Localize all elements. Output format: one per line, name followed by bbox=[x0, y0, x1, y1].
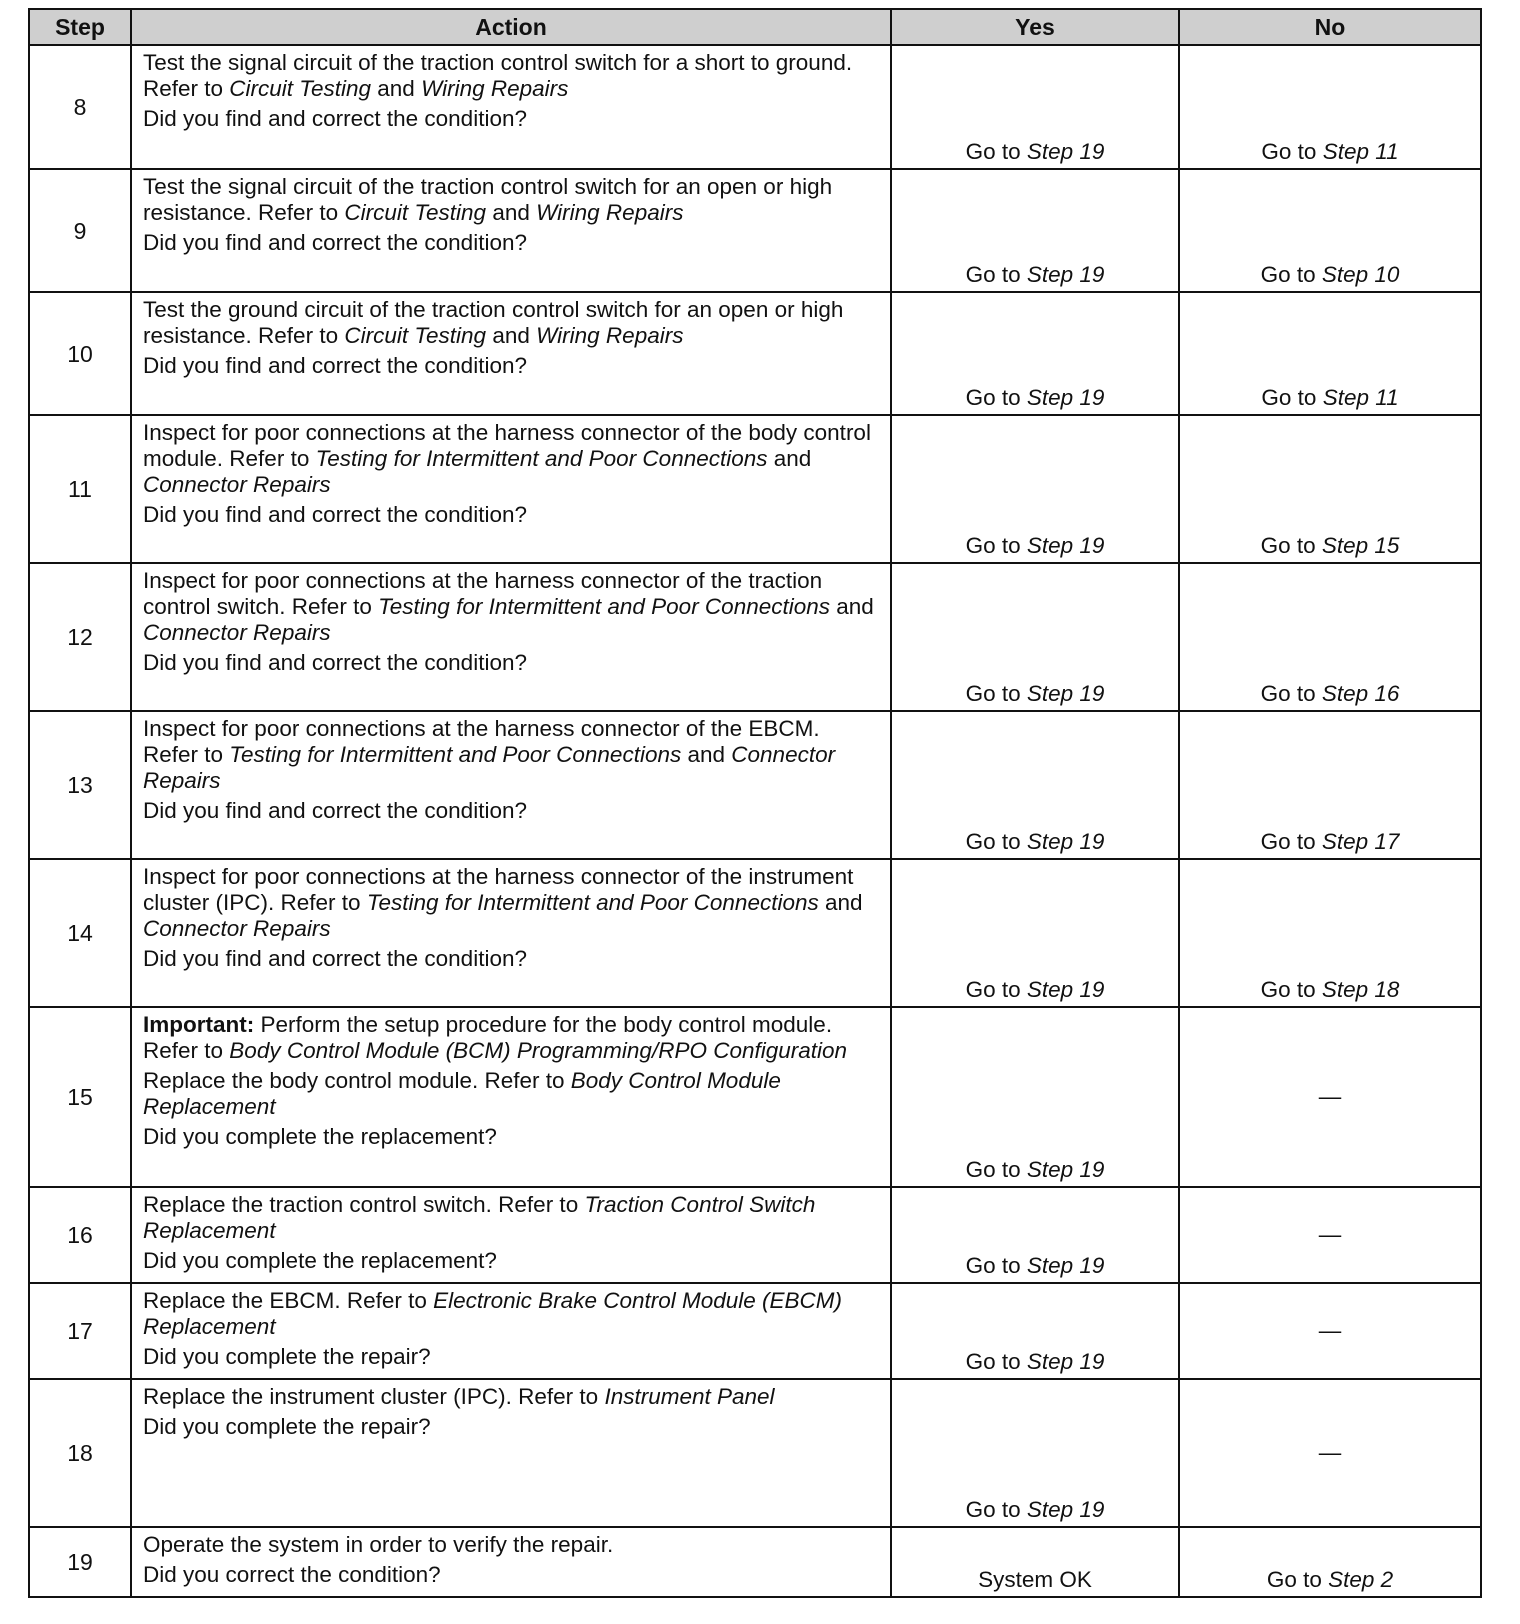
action-text: Operate the system in order to verify the repair. bbox=[143, 1532, 614, 1557]
action-cell bbox=[131, 859, 891, 1007]
action-text: Inspect for poor connections at the harness connector of the body control module. Refer to Testing for Intermittent and Poor Connections and Connector Repairs bbox=[143, 420, 871, 497]
yes-cell: Go to Step 19 bbox=[891, 711, 1179, 859]
action-text: Test the ground circuit of the traction control switch for an open or high resistance. Refer to Circuit Testing and Wiring Repairs bbox=[143, 297, 844, 348]
action-question: Did you find and correct the condition? bbox=[143, 230, 527, 255]
action-text: Replace the EBCM. Refer to Electronic Brake Control Module (EBCM) Replacement bbox=[143, 1288, 843, 1339]
action-cell bbox=[131, 1379, 891, 1527]
no-cell: Go to Step 15 bbox=[1179, 415, 1481, 563]
action-question: Did you complete the repair? bbox=[143, 1414, 431, 1439]
step-number: 9 bbox=[29, 169, 131, 292]
table-row bbox=[29, 711, 1481, 859]
step-number: 13 bbox=[29, 711, 131, 859]
yes-cell: Go to Step 19 bbox=[891, 563, 1179, 711]
step-number: 8 bbox=[29, 45, 131, 169]
table-row bbox=[29, 1187, 1481, 1283]
table-row bbox=[29, 563, 1481, 711]
no-cell: Go to Step 11 bbox=[1179, 292, 1481, 415]
action-question: Did you complete the replacement? bbox=[143, 1248, 497, 1273]
action-question: Did you correct the condition? bbox=[143, 1562, 441, 1587]
no-cell: Go to Step 11 bbox=[1179, 45, 1481, 169]
header-no: No bbox=[1179, 9, 1481, 45]
action-text: Inspect for poor connections at the harness connector of the traction control switch. Refer to Testing for Intermittent and Poor Connections and Connector Repairs bbox=[143, 568, 874, 645]
table-row bbox=[29, 1379, 1481, 1527]
step-number: 11 bbox=[29, 415, 131, 563]
action-question: Did you find and correct the condition? bbox=[143, 946, 527, 971]
yes-cell: Go to Step 19 bbox=[891, 415, 1179, 563]
table-row bbox=[29, 859, 1481, 1007]
step-number: 16 bbox=[29, 1187, 131, 1283]
yes-cell: System OK bbox=[891, 1527, 1179, 1597]
action-cell bbox=[131, 292, 891, 415]
action-cell bbox=[131, 1187, 891, 1283]
action-text: Test the signal circuit of the traction control switch for an open or high resistance. Refer to Circuit Testing and Wiring Repairs bbox=[143, 174, 833, 225]
table-row bbox=[29, 292, 1481, 415]
yes-cell: Go to Step 19 bbox=[891, 859, 1179, 1007]
action-cell bbox=[131, 169, 891, 292]
step-number: 14 bbox=[29, 859, 131, 1007]
action-text: Replace the instrument cluster (IPC). Refer to Instrument Panel bbox=[143, 1384, 775, 1409]
step-number: 15 bbox=[29, 1007, 131, 1187]
header-action: Action bbox=[131, 9, 891, 45]
important-note: Important: Perform the setup procedure for the body control module. Refer to Body Control Module (BCM) Programming/RPO Configuration bbox=[143, 1012, 848, 1063]
no-cell: — bbox=[1179, 1007, 1481, 1187]
yes-cell: Go to Step 19 bbox=[891, 1187, 1179, 1283]
action-question: Did you find and correct the condition? bbox=[143, 650, 527, 675]
yes-cell: Go to Step 19 bbox=[891, 1007, 1179, 1187]
table-row bbox=[29, 169, 1481, 292]
action-question: Did you find and correct the condition? bbox=[143, 502, 527, 527]
no-cell: Go to Step 2 bbox=[1179, 1527, 1481, 1597]
action-cell bbox=[131, 1527, 891, 1597]
header-step: Step bbox=[29, 9, 131, 45]
step-number: 17 bbox=[29, 1283, 131, 1379]
action-text: Inspect for poor connections at the harness connector of the EBCM. Refer to Testing for Intermittent and Poor Connections and Connector Repairs bbox=[143, 716, 836, 793]
diagnostic-table-sheet bbox=[28, 8, 1480, 1598]
table-header-row bbox=[29, 9, 1481, 45]
table-row bbox=[29, 1007, 1481, 1187]
step-number: 12 bbox=[29, 563, 131, 711]
yes-cell: Go to Step 19 bbox=[891, 45, 1179, 169]
header-yes: Yes bbox=[891, 9, 1179, 45]
action-text: Test the signal circuit of the traction control switch for a short to ground. Refer to Circuit Testing and Wiring Repairs bbox=[143, 50, 853, 101]
action-cell bbox=[131, 563, 891, 711]
action-text: Inspect for poor connections at the harness connector of the instrument cluster (IPC). Refer to Testing for Intermittent and Poor Connections and Connector Repairs bbox=[143, 864, 863, 941]
no-cell: — bbox=[1179, 1379, 1481, 1527]
action-question: Did you find and correct the condition? bbox=[143, 353, 527, 378]
no-cell: — bbox=[1179, 1283, 1481, 1379]
step-number: 10 bbox=[29, 292, 131, 415]
action-cell bbox=[131, 1283, 891, 1379]
step-number: 18 bbox=[29, 1379, 131, 1527]
no-cell: Go to Step 16 bbox=[1179, 563, 1481, 711]
action-question: Did you find and correct the condition? bbox=[143, 106, 527, 131]
no-cell: Go to Step 18 bbox=[1179, 859, 1481, 1007]
no-cell: Go to Step 10 bbox=[1179, 169, 1481, 292]
yes-cell: Go to Step 19 bbox=[891, 1379, 1179, 1527]
no-cell: — bbox=[1179, 1187, 1481, 1283]
yes-cell: Go to Step 19 bbox=[891, 292, 1179, 415]
action-text: Replace the traction control switch. Refer to Traction Control Switch Replacement bbox=[143, 1192, 816, 1243]
action-text: Replace the body control module. Refer to Body Control Module Replacement bbox=[143, 1068, 781, 1119]
action-question: Did you complete the replacement? bbox=[143, 1124, 497, 1149]
no-cell: Go to Step 17 bbox=[1179, 711, 1481, 859]
table-row bbox=[29, 45, 1481, 169]
yes-cell: Go to Step 19 bbox=[891, 1283, 1179, 1379]
action-question: Did you complete the repair? bbox=[143, 1344, 431, 1369]
table-row bbox=[29, 415, 1481, 563]
action-cell bbox=[131, 45, 891, 169]
action-cell bbox=[131, 711, 891, 859]
yes-cell: Go to Step 19 bbox=[891, 169, 1179, 292]
action-question: Did you find and correct the condition? bbox=[143, 798, 527, 823]
step-number: 19 bbox=[29, 1527, 131, 1597]
table-row bbox=[29, 1527, 1481, 1597]
action-cell bbox=[131, 415, 891, 563]
diagnostic-steps-table bbox=[28, 8, 1482, 1598]
table-row bbox=[29, 1283, 1481, 1379]
action-cell bbox=[131, 1007, 891, 1187]
